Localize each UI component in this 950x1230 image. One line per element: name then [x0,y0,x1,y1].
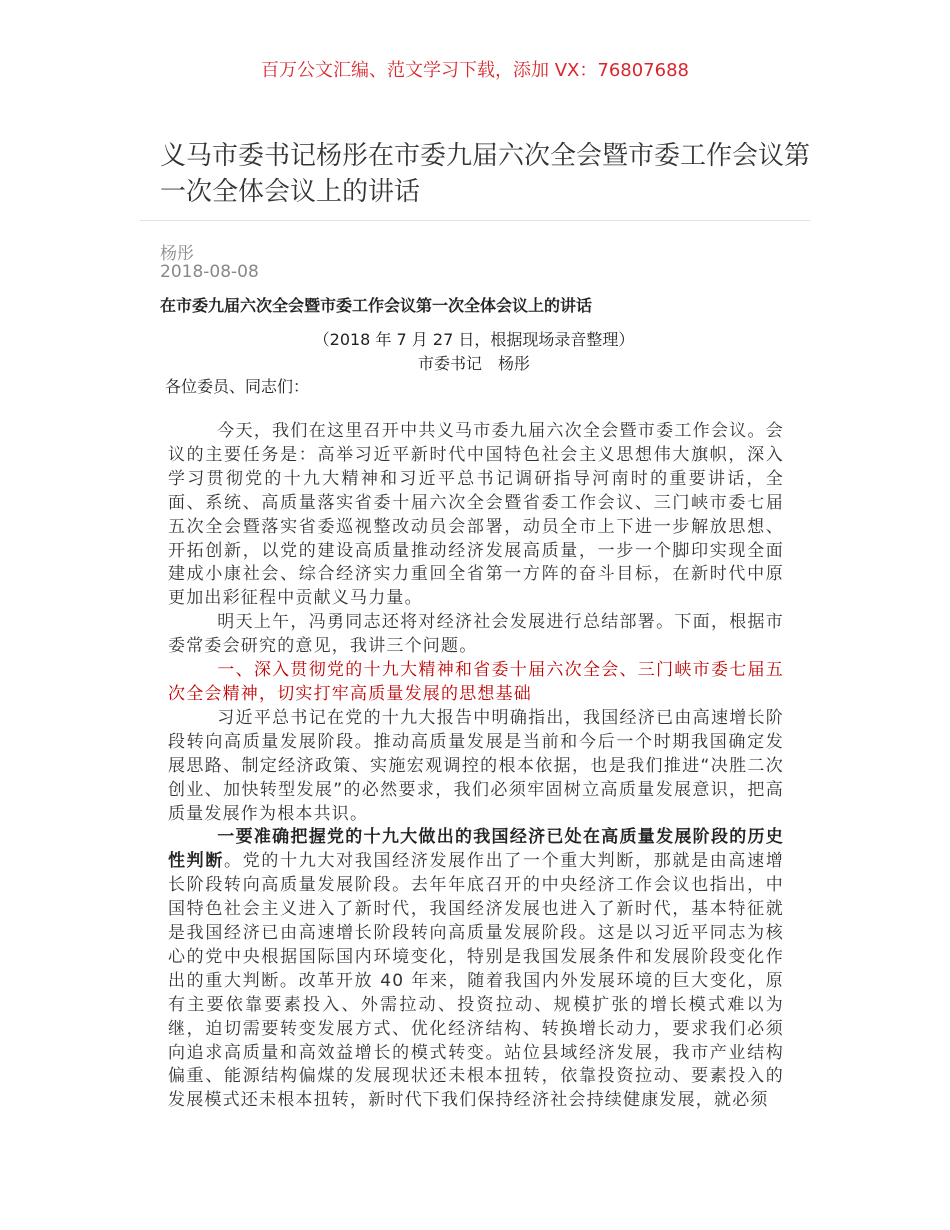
record-note: （2018 年 7 月 27 日，根据现场录音整理） [313,330,635,349]
article-body [168,420,784,1113]
paragraph: 今天，我们在这里召开中共义马市委九届六次全会暨市委工作会议。会议的主要任务是：高举习近平新时代中国特色社会主义思想伟大旗帜，深入学习贯彻党的十九大精神和习近平总书记调研指导河南时的重要讲话，全面、系统、高质量落实省委十届六次全会暨省委工作会议、三门峡市委七届五次全会暨落实省委巡视整改动员会部署，动员全市上下进一步解放思想、开拓创新，以党的建设高质量推动经济发展高质量，一步一个脚印实现全面建成小康社会、综合经济实力重回全省第一方阵的奋斗目标，在新时代中原更加出彩征程中贡献义马力量。 [168,421,784,609]
paragraph: 明天上午，冯勇同志还将对经济社会发展进行总结部署。下面，根据市委常委会研究的意见，我讲三个问题。 [168,612,784,657]
article-title: 义马市委书记杨彤在市委九届六次全会暨市委工作会议第一次全体会议上的讲话 [160,141,811,207]
speaker-line: 市委书记 杨彤 [417,354,530,373]
section-heading: 一、深入贯彻党的十九大精神和省委十届六次全会、三门峡市委七届五次全会精神，切实打牢高质量发展的思想基础 [168,660,784,704]
speech-subtitle: 在市委九届六次全会暨市委工作会议第一次全体会议上的讲话 [160,296,593,315]
author: 杨彤 [160,244,194,264]
promo-banner: 百万公文汇编、范文学习下载，添加 VX：76807688 [261,60,689,81]
paragraph: 习近平总书记在党的十九大报告中明确指出，我国经济已由高速增长阶段转向高质量发展阶段。推动高质量发展是当前和今后一个时期我国确定发展思路、制定经济政策、实施宏观调控的根本依据，也是我们推进“决胜二次创业、加快转型发展”的必然要求，我们必须牢固树立高质量发展意识，把高质量发展作为根本共识。 [168,707,784,824]
paragraph [168,826,784,1113]
paragraph-text: 。党的十九大对我国经济发展作出了一个重大判断，那就是由高速增长阶段转向高质量发展阶段。去年年底召开的中央经济工作会议也指出，中国特色社会主义进入了新时代，我国经济发展也进入了新时代，基本特征就是我国经济已由高速增长阶段转向高质量发展阶段。这是以习近平同志为核心的党中央根据国际国内环境变化，特别是我国发展条件和发展阶段变化作出的重大判断。改革开放 40 年来，随着我国内外发展环境的巨大变化，原有主要依靠要素投入、外需拉动、投资拉动、规模扩张的增长模式难以为继，迫切需要转变发展方式、优化经济结构、转换增长动力，要求我们必须向追求高质量和高效益增长的模式转变。站位县域经济发展，我市产业结构偏重、能源结构偏煤的发展现状还未根本扭转，依靠投资拉动、要素投入的发展模式还未根本扭转，新时代下我们保持经济社会持续健康发展，就必须 [168,851,784,1111]
divider [140,220,810,221]
paragraph-lead: 一要准确把握党的十九大做出的我国经济已处在高质量发展阶段的历史性判断 [168,827,784,872]
publish-date: 2018-08-08 [160,262,259,282]
salutation: 各位委员、同志们： [165,377,310,396]
